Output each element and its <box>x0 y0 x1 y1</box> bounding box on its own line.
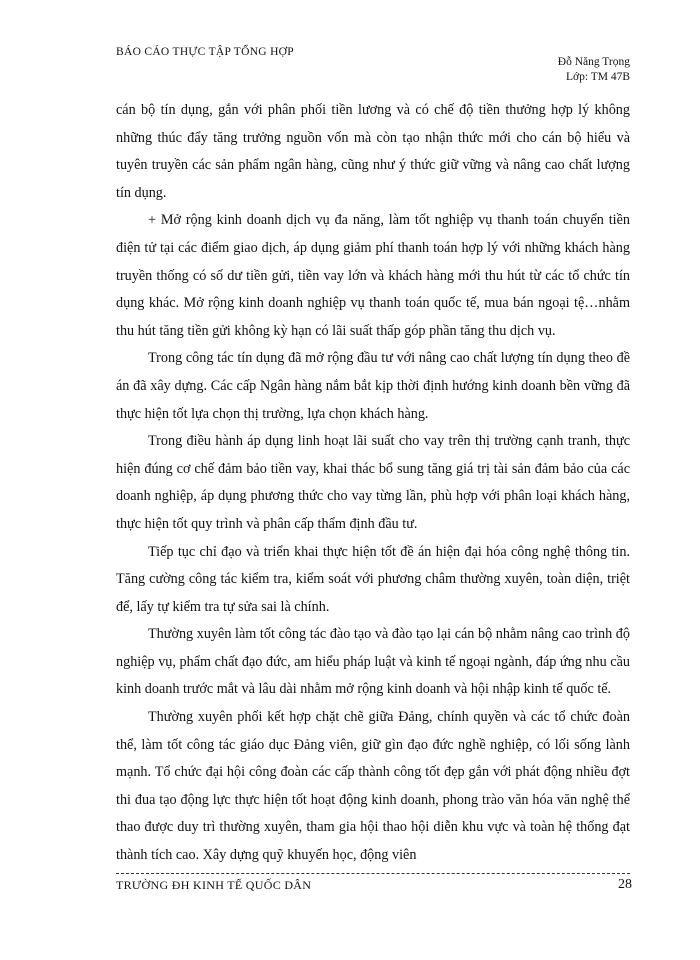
header-author-class: Lớp: TM 47B <box>565 71 630 83</box>
header-report-title: BÁO CÁO THỰC TẬP TỔNG HỢP <box>116 46 294 58</box>
page-number: 28 <box>618 877 632 892</box>
paragraph: Thường xuyên làm tốt công tác đào tạo và đào tạo lại cán bộ nhằm nâng cao trình độ nghiệp vụ, phẩm chất đạo đức, am hiểu pháp luật và kinh tế ngoại ngành, đáp ứng nhu cầu kinh doanh trước mắt và lâu dài nhằm mở rộng kinh doanh và hội nhập kinh tế quốc tế. <box>116 626 630 698</box>
header-author-name: Đỗ Năng Trọng <box>557 56 630 68</box>
paragraph: Tiếp tục chỉ đạo và triển khai thực hiện tốt đề án hiện đại hóa công nghệ thông tin. Tăng cường công tác kiểm tra, kiểm soát với phương châm thường xuyên, toàn diện, triệt để, lấy tự kiểm tra tự sửa sai là chính. <box>116 543 630 615</box>
paragraph: + Mở rộng kinh doanh dịch vụ đa năng, làm tốt nghiệp vụ thanh toán chuyển tiền điện tử tại các điểm giao dịch, áp dụng giảm phí thanh toán hợp lý với những khách hàng truyền thống có số dư tiền gửi, tiền vay lớn và khách hàng mới thu hút từ các tổ chức tín dụng khác. Mở rộng kinh doanh nghiệp vụ thanh toán quốc tế, mua bán ngoại tệ…nhằm thu hút tăng tiền gửi không kỳ hạn có lãi suất thấp góp phần tăng thu dịch vụ. <box>116 212 630 339</box>
paragraph-continued: cán bộ tín dụng, gắn với phân phối tiền lương và có chế độ tiền thưởng hợp lý không những thúc đẩy tăng trưởng nguồn vốn mà còn tạo nhận thức mới cho cán bộ hiểu và tuyên truyền các sản phẩm ngân hàng, cũng như ý thức giữ vững và nâng cao chất lượng tín dụng. <box>116 102 630 201</box>
document-body <box>116 97 630 870</box>
header-author-block <box>558 55 630 85</box>
paragraph: Thường xuyên phối kết hợp chặt chẽ giữa Đảng, chính quyền và các tổ chức đoàn thể, làm tốt công tác giáo dục Đảng viên, giữ gìn đạo đức nghề nghiệp, có lối sống lành mạnh. Tổ chức đại hội công đoàn các cấp thành công tốt đẹp gắn với phát động nhiều đợt thi đua tạo động lực thực hiện tốt hoạt động kinh doanh, phong trào văn hóa văn nghệ thể thao được duy trì thường xuyên, tham gia hội thao hội diễn khu vực và toàn hệ thống đạt thành tích cao. Xây dựng quỹ khuyến học, động viên <box>116 709 630 864</box>
paragraph: Trong điều hành áp dụng linh hoạt lãi suất cho vay trên thị trường cạnh tranh, thực hiện đúng cơ chế đảm bảo tiền vay, khai thác bổ sung tăng giá trị tài sản đảm bảo của các doanh nghiệp, áp dụng phương thức cho vay từng lần, phù hợp với phân loại khách hàng, thực hiện tốt quy trình và phân cấp thẩm định đầu tư. <box>116 433 630 532</box>
footer-school-name: TRƯỜNG ĐH KINH TẾ QUỐC DÂN <box>116 878 312 892</box>
paragraph: Trong công tác tín dụng đã mở rộng đầu tư với nâng cao chất lượng tín dụng theo đề án đã xây dựng. Các cấp Ngân hàng nắm bắt kịp thời định hướng kinh doanh bền vững đã thực hiện tốt lựa chọn thị trường, lựa chọn khách hàng. <box>116 350 630 422</box>
footer-divider <box>116 873 630 874</box>
